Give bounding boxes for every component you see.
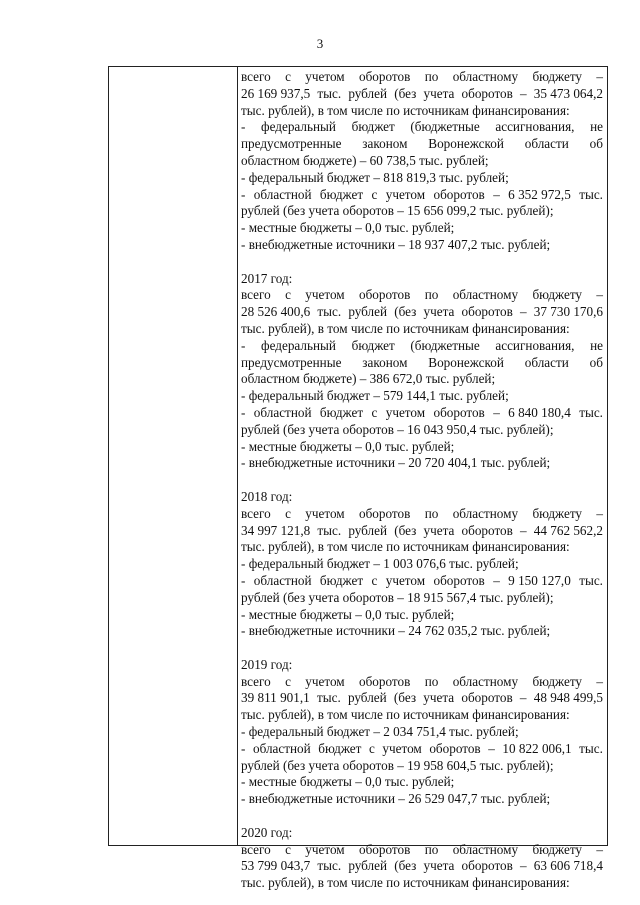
word: с xyxy=(285,69,291,84)
word: учетом xyxy=(305,505,345,521)
word: учетом xyxy=(305,841,345,857)
word: оборотов xyxy=(359,673,411,689)
word: учета xyxy=(423,304,455,320)
text-line: областном бюджете) – 60 738,5 тыс. рублей; xyxy=(241,152,489,168)
word: оборотов xyxy=(461,858,513,874)
word: (бюджетные xyxy=(410,119,480,135)
text-line: рублей (без учета оборотов – 16 043 950,4 тыс. рублей); xyxy=(241,421,554,437)
word: бюджет xyxy=(319,186,364,202)
word: оборотов xyxy=(461,85,513,101)
word: предусмотренные xyxy=(241,136,342,152)
word: всего xyxy=(241,505,271,521)
word: – xyxy=(493,404,500,420)
word: оборотов xyxy=(433,572,485,588)
word: 28 526 400,6 xyxy=(241,304,311,320)
text-line xyxy=(241,674,603,691)
text-line: рублей (без учета оборотов – 15 656 099,2 тыс. рублей); xyxy=(241,203,554,219)
word: тыс. xyxy=(317,85,342,101)
word: - xyxy=(241,337,246,353)
word: оборотов xyxy=(433,186,485,202)
word: законом xyxy=(362,136,408,152)
word: 63 606 718,4 xyxy=(533,858,603,874)
text-line: областном бюджете) – 386 672,0 тыс. рублей; xyxy=(241,371,496,387)
word: – xyxy=(493,572,500,588)
year-heading: 2017 год: xyxy=(241,270,293,286)
word: бюджет xyxy=(351,337,395,353)
text-line xyxy=(241,523,603,540)
word: учетом xyxy=(382,740,422,756)
word: 53 799 043,7 xyxy=(241,858,311,874)
text-line: рублей (без учета оборотов – 18 915 567,4 тыс. рублей); xyxy=(241,589,554,605)
word: областному xyxy=(452,287,519,303)
word: - xyxy=(241,740,246,756)
word: с xyxy=(285,505,291,521)
word: рублей xyxy=(347,690,387,706)
text-line xyxy=(241,842,603,859)
text-line: - федеральный бюджет – 579 144,1 тыс. рублей; xyxy=(241,388,509,404)
text-line xyxy=(241,573,603,590)
text-line xyxy=(241,187,603,204)
word: учетом xyxy=(385,572,426,588)
text-line xyxy=(241,136,603,153)
word: бюджету xyxy=(532,69,583,84)
word: оборотов xyxy=(433,404,485,420)
word: Воронежской xyxy=(428,136,504,152)
section-gap xyxy=(241,254,603,271)
word: по xyxy=(424,69,439,84)
word: с xyxy=(371,186,378,202)
text-line xyxy=(241,304,603,321)
word: 26 169 937,5 xyxy=(241,85,311,101)
text-line: рублей (без учета оборотов – 19 958 604,5 тыс. рублей); xyxy=(241,757,554,773)
word: с xyxy=(371,404,378,420)
word: областной xyxy=(253,404,312,420)
word: не xyxy=(590,119,603,135)
funding-text-cell xyxy=(241,69,603,892)
word: бюджету xyxy=(532,841,583,857)
word: тыс. xyxy=(317,858,342,874)
page-number: 3 xyxy=(316,36,324,51)
text-line xyxy=(241,119,603,136)
word: с xyxy=(371,572,378,588)
word: с xyxy=(368,740,375,756)
word: (без xyxy=(393,690,417,706)
word: 6 840 180,4 xyxy=(508,404,571,420)
text-line: - внебюджетные источники – 18 937 407,2 тыс. рублей; xyxy=(241,236,551,252)
word: 44 762 562,2 xyxy=(533,522,603,538)
word: с xyxy=(285,841,291,857)
word: по xyxy=(424,505,439,521)
word: всего xyxy=(241,69,271,84)
word: тыс. xyxy=(316,690,341,706)
word: федеральный xyxy=(261,337,336,353)
document-table xyxy=(108,66,608,891)
word: бюджет xyxy=(318,740,362,756)
text-line xyxy=(241,287,603,304)
text-line: тыс. рублей), в том числе по источникам финансирования: xyxy=(241,875,570,891)
word: - xyxy=(241,119,246,135)
text-line: тыс. рублей), в том числе по источникам финансирования: xyxy=(241,707,570,723)
word: области xyxy=(524,354,569,370)
word: 39 811 901,1 xyxy=(241,690,310,706)
word: 48 948 499,5 xyxy=(533,690,603,706)
word: бюджету xyxy=(532,287,583,303)
year-heading: 2019 год: xyxy=(241,656,293,672)
word: (без xyxy=(394,304,417,320)
text-line xyxy=(241,355,603,372)
word: тыс. xyxy=(317,304,342,320)
word: 9 150 127,0 xyxy=(508,572,571,588)
word: учета xyxy=(423,522,455,538)
word: - xyxy=(241,572,246,588)
year-heading: 2018 год: xyxy=(241,488,293,504)
word: 34 997 121,8 xyxy=(241,522,311,538)
word: ассигнования, xyxy=(495,119,575,135)
word: Воронежской xyxy=(428,354,504,370)
word: - xyxy=(241,186,246,202)
word: – xyxy=(596,69,603,84)
word: – xyxy=(520,858,527,874)
text-line: тыс. рублей), в том числе по источникам финансирования: xyxy=(241,102,570,118)
text-line xyxy=(241,69,603,86)
word: областному xyxy=(452,69,519,84)
text-line: - местные бюджеты – 0,0 тыс. рублей; xyxy=(241,438,455,454)
text-line: - федеральный бюджет – 818 819,3 тыс. рублей; xyxy=(241,169,509,185)
word: с xyxy=(285,287,291,303)
word: (без xyxy=(394,522,417,538)
word: учетом xyxy=(385,404,426,420)
word: тыс. xyxy=(579,572,603,588)
word: всего xyxy=(241,287,271,303)
word: тыс. xyxy=(579,740,603,756)
word: учетом xyxy=(305,673,345,689)
word: оборотов xyxy=(359,287,411,303)
word: по xyxy=(424,673,439,689)
text-line: - внебюджетные источники – 24 762 035,2 тыс. рублей; xyxy=(241,623,551,639)
text-line xyxy=(241,690,603,707)
word: (без xyxy=(394,85,417,101)
word: рублей xyxy=(348,85,388,101)
word: предусмотренные xyxy=(241,354,342,370)
word: учетом xyxy=(305,287,345,303)
word: – xyxy=(596,673,603,689)
section-gap xyxy=(241,808,603,825)
text-line: - внебюджетные источники – 20 720 404,1 тыс. рублей; xyxy=(241,455,551,471)
word: учета xyxy=(423,858,455,874)
text-line: - местные бюджеты – 0,0 тыс. рублей; xyxy=(241,606,455,622)
word: рублей xyxy=(348,304,388,320)
word: бюджет xyxy=(319,404,364,420)
word: оборотов xyxy=(359,69,411,84)
text-line xyxy=(241,858,603,875)
text-line xyxy=(241,405,603,422)
word: 10 822 006,1 xyxy=(502,740,572,756)
word: - xyxy=(241,404,246,420)
word: с xyxy=(285,673,291,689)
word: – xyxy=(596,505,603,521)
text-line: - внебюджетные источники – 26 529 047,7 тыс. рублей; xyxy=(241,791,551,807)
word: рублей xyxy=(348,522,388,538)
word: оборотов xyxy=(429,740,481,756)
word: не xyxy=(590,337,603,353)
word: бюджет xyxy=(351,119,395,135)
text-line: - федеральный бюджет – 2 034 751,4 тыс. рублей; xyxy=(241,724,519,740)
word: областной xyxy=(253,186,312,202)
word: ассигнования, xyxy=(495,337,575,353)
section-gap xyxy=(241,472,603,489)
word: 37 730 170,6 xyxy=(533,304,603,320)
word: 35 473 064,2 xyxy=(533,85,603,101)
word: по xyxy=(424,287,439,303)
word: учетом xyxy=(385,186,426,202)
text-line xyxy=(241,506,603,523)
text-line: - местные бюджеты – 0,0 тыс. рублей; xyxy=(241,220,455,236)
section-gap xyxy=(241,640,603,657)
word: об xyxy=(589,136,603,152)
word: по xyxy=(424,841,439,857)
word: бюджету xyxy=(532,673,583,689)
word: тыс. xyxy=(579,404,603,420)
word: – xyxy=(493,186,500,202)
word: области xyxy=(524,136,569,152)
word: об xyxy=(589,354,603,370)
word: (бюджетные xyxy=(410,337,480,353)
word: законом xyxy=(362,354,408,370)
word: всего xyxy=(241,841,271,857)
word: – xyxy=(520,85,527,101)
text-line: тыс. рублей), в том числе по источникам финансирования: xyxy=(241,320,570,336)
word: (без xyxy=(394,858,417,874)
word: областному xyxy=(452,505,519,521)
text-line xyxy=(241,741,603,758)
word: – xyxy=(488,740,495,756)
word: областному xyxy=(452,673,519,689)
year-heading: 2020 год: xyxy=(241,824,293,840)
word: оборотов xyxy=(359,841,411,857)
word: оборотов xyxy=(359,505,411,521)
text-line: тыс. рублей), в том числе по источникам финансирования: xyxy=(241,539,570,555)
text-line xyxy=(241,86,603,103)
word: – xyxy=(596,841,603,857)
word: оборотов xyxy=(461,522,513,538)
word: – xyxy=(520,304,527,320)
word: бюджет xyxy=(319,572,364,588)
column-divider xyxy=(237,67,238,845)
word: областному xyxy=(452,841,519,857)
word: бюджету xyxy=(532,505,583,521)
word: федеральный xyxy=(261,119,336,135)
word: – xyxy=(520,522,527,538)
word: учета xyxy=(423,690,455,706)
word: оборотов xyxy=(461,690,513,706)
word: – xyxy=(596,287,603,303)
word: областной xyxy=(253,572,312,588)
text-line xyxy=(241,338,603,355)
word: всего xyxy=(241,673,271,689)
text-line: - местные бюджеты – 0,0 тыс. рублей; xyxy=(241,774,455,790)
word: тыс. xyxy=(317,522,342,538)
word: учета xyxy=(423,85,455,101)
word: учетом xyxy=(305,69,345,84)
word: тыс. xyxy=(579,186,603,202)
word: рублей xyxy=(348,858,388,874)
word: оборотов xyxy=(461,304,513,320)
word: – xyxy=(519,690,527,706)
word: областной xyxy=(252,740,311,756)
word: 6 352 972,5 xyxy=(508,186,571,202)
text-line: - федеральный бюджет – 1 003 076,6 тыс. рублей; xyxy=(241,556,519,572)
